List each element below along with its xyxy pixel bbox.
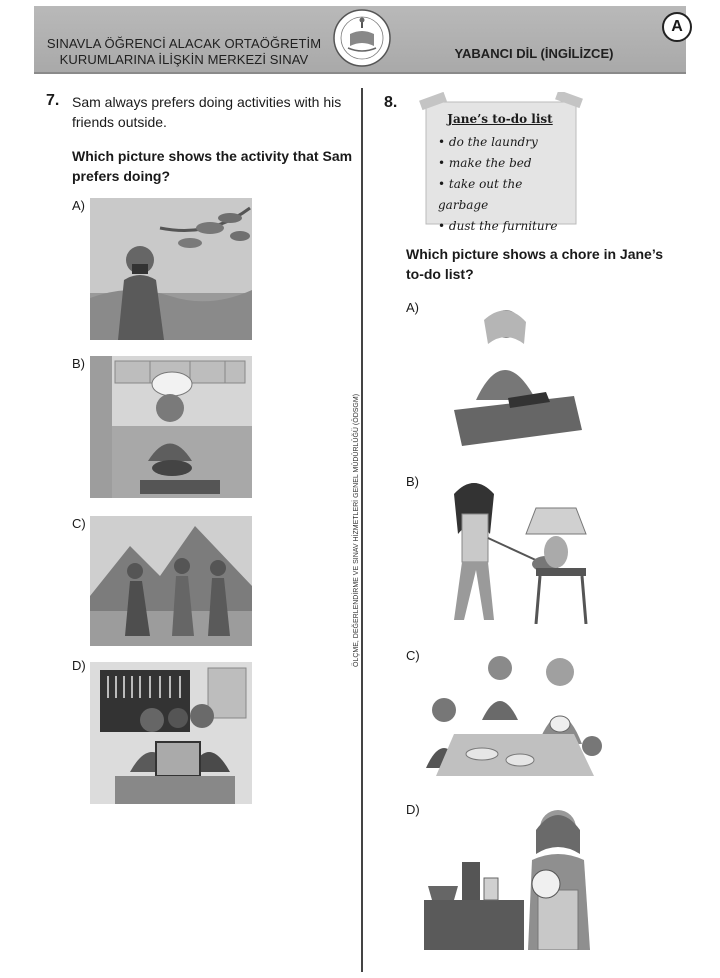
question-7-stem-line2: friends outside. [72, 114, 167, 130]
q8-option-b-dusting-picture[interactable] [440, 474, 590, 624]
question-7-stem [72, 92, 341, 132]
todo-note-title: Jane’s to-do list [447, 112, 553, 126]
question-8-number: 8. [384, 94, 398, 111]
q8-option-b-label[interactable]: B) [406, 474, 419, 489]
q8-option-d-dishes-picture[interactable] [424, 800, 604, 950]
exam-name-line1: SINAVLA ÖĞRENCİ ALACAK ORTAÖĞRETİM [46, 36, 322, 51]
q8-option-c-label[interactable]: C) [406, 648, 420, 663]
q7-option-b-label[interactable]: B) [72, 356, 85, 371]
side-caption-text: ÖLÇME, DEĞERLENDİRME VE SINAV HİZMETLERİ GENEL MÜDÜRLÜĞÜ (ÖDSGM) [353, 391, 360, 670]
question-7-prompt-line1: Which picture shows the activity that Sam [72, 148, 353, 164]
exam-name [34, 36, 334, 68]
question-7-prompt-line2: prefers doing? [72, 168, 171, 184]
question-7-prompt [72, 146, 352, 186]
todo-item: • do the laundry [438, 132, 574, 153]
question-8-prompt-line1: Which picture shows a chore in Jane’s [406, 246, 663, 262]
question-8-prompt [406, 244, 663, 284]
q7-option-c-label[interactable]: C) [72, 516, 86, 531]
todo-list [438, 132, 574, 237]
q8-option-a-label[interactable]: A) [406, 300, 419, 315]
todo-note [426, 98, 574, 233]
q7-option-d-computer-picture[interactable] [90, 662, 252, 804]
q7-option-a-label[interactable]: A) [72, 198, 85, 213]
booklet-letter: A [662, 12, 692, 42]
question-7-stem-line1: Sam always prefers doing activities with his [72, 94, 342, 110]
todo-item: • make the bed [438, 153, 574, 174]
q7-option-a-photographer-picture[interactable] [90, 198, 252, 340]
subject-title: YABANCI DİL (İNGİLİZCE) [454, 46, 614, 61]
q7-option-b-cooking-picture[interactable] [90, 356, 252, 498]
question-8-prompt-line2: to-do list? [406, 266, 474, 282]
q8-option-c-dinner-picture[interactable] [424, 648, 606, 778]
exam-header [34, 6, 686, 74]
q8-option-a-ironing-picture[interactable] [454, 300, 584, 448]
q8-option-d-label[interactable]: D) [406, 802, 420, 817]
todo-item: • dust the furniture [438, 216, 574, 237]
ministry-seal-icon [332, 8, 392, 68]
question-7-number: 7. [46, 92, 60, 109]
column-divider [361, 88, 363, 972]
q7-option-c-hiking-picture[interactable] [90, 516, 252, 646]
q7-option-d-label[interactable]: D) [72, 658, 86, 673]
todo-item: • take out the garbage [438, 174, 574, 216]
exam-name-line2: KURUMLARINA İLİŞKİN MERKEZİ SINAV [59, 52, 309, 67]
